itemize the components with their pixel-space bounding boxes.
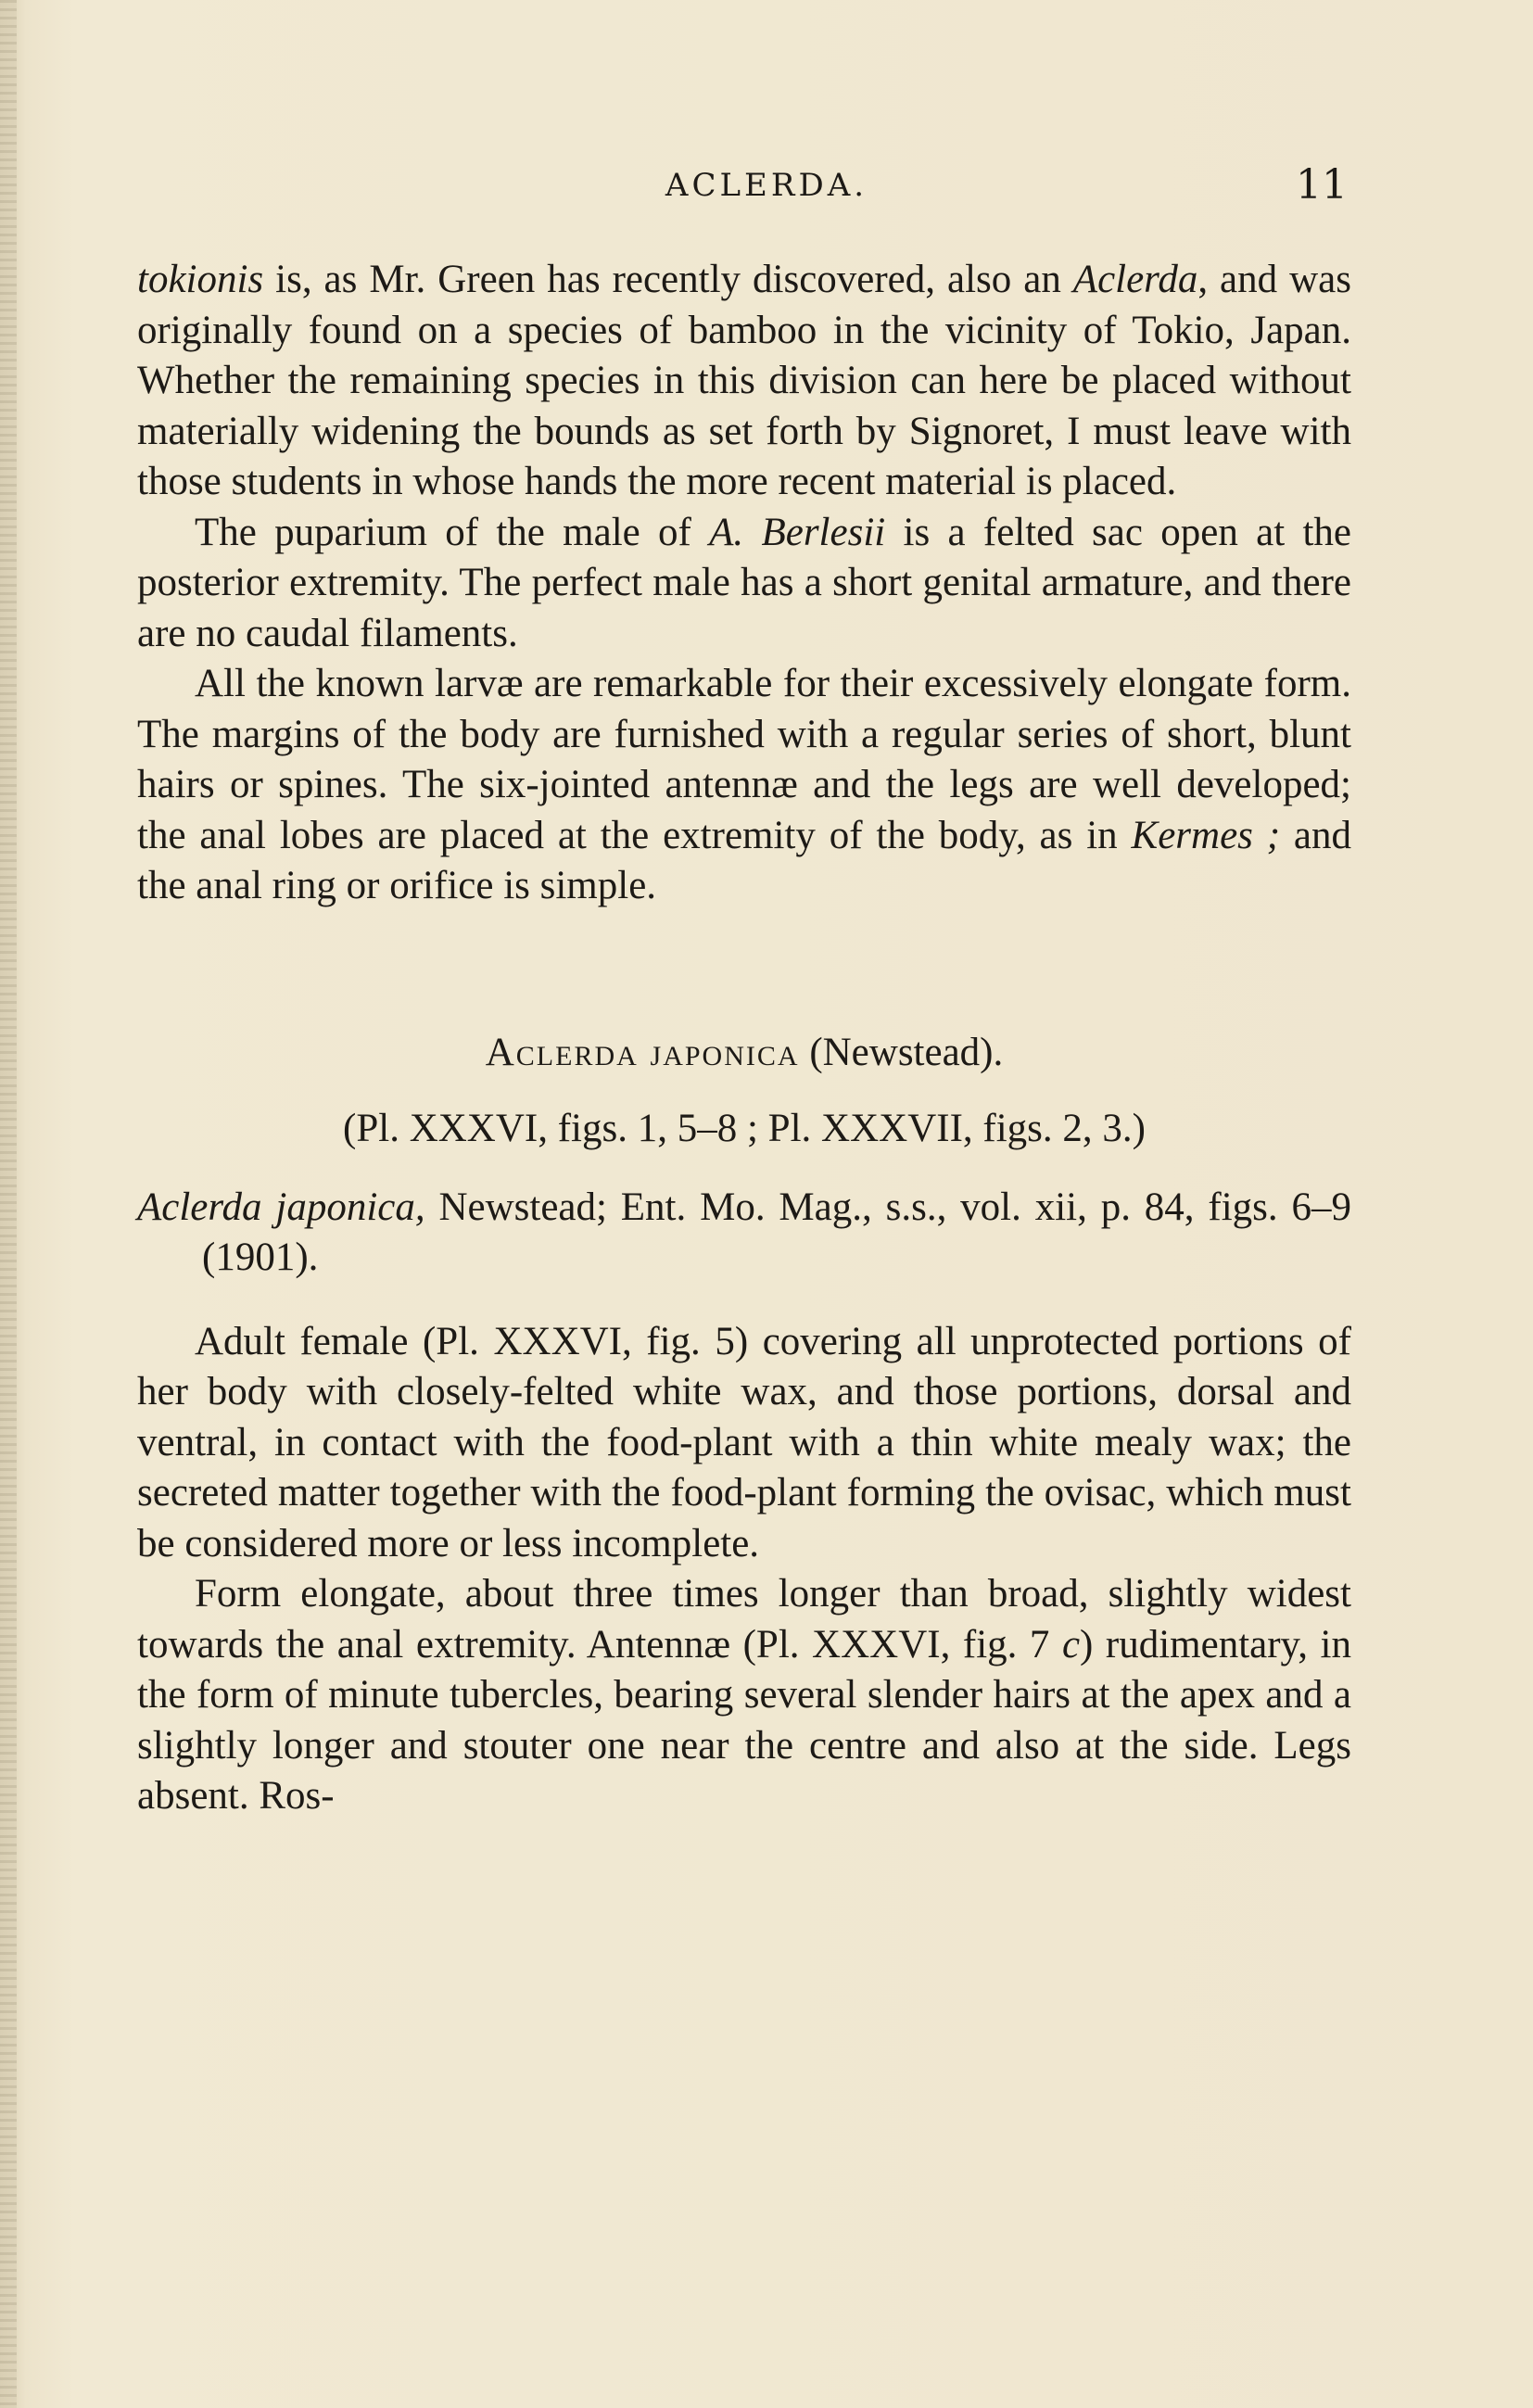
paragraph-text: Form elongate, about three times longer than broad, slightly widest towards the anal extremity. Antennæ (Pl. XXXVI, fig. 7 bbox=[137, 1572, 1351, 1667]
paragraph-adult-female: Adult female (Pl. XXXVI, fig. 5) covering all unprotected portions of her body with closely-felted white wax, and those portions, dorsal and ventral, in contact with the food-plant with a thin white mealy wax; the secreted matter together with the food-plant forming the ovisac, which must be considered more or less incomplete. bbox=[137, 1319, 1351, 1565]
italic-species-name: tokionis bbox=[137, 258, 264, 301]
italic-genus-name: Kermes ; bbox=[1131, 813, 1281, 857]
species-heading-author: (Newstead). bbox=[799, 1030, 1004, 1074]
paragraph-text: All the known larvæ are remarkable for their excessively elongate form. The margins of the body are furnished with a regular series of short, blunt hairs or spines. The six-jointed antennæ and the legs are well developed; the anal lobes are placed at the extremity of the body, as in bbox=[137, 662, 1351, 857]
paragraph-larvae bbox=[137, 659, 1351, 912]
paragraph-text: ) rudimentary, in the form of minute tubercles, bearing several slender hairs at the apex and a slightly longer and stouter one near the centre and also at the side. Legs absent. Ros- bbox=[137, 1622, 1351, 1818]
page-header bbox=[0, 161, 1533, 211]
italic-species-name: A. Berlesii bbox=[709, 510, 886, 554]
paragraph-text: is a felted sac open at the posterior extremity. The perfect male has a short genital armature, and there are no caudal filaments. bbox=[137, 510, 1351, 655]
citation-text: Newstead; Ent. Mo. Mag., s.s., vol. xii, p. 84, figs. 6–9 (1901). bbox=[202, 1185, 1351, 1279]
paragraph-text: is, as Mr. Green has recently discovered, also an bbox=[263, 258, 1073, 301]
paragraph-puparium bbox=[137, 508, 1351, 660]
paragraph-form bbox=[137, 1569, 1351, 1822]
body-text bbox=[137, 255, 1351, 1822]
paragraph-text: , and was originally found on a species of bamboo in the vicinity of Tokio, Japan. Whether the remaining species in this division can here be placed without materially widening the bounds as set forth by Signoret, I must leave with those students in whose hands the more recent material is placed. bbox=[137, 258, 1351, 503]
italic-letter: c bbox=[1061, 1622, 1081, 1667]
species-heading bbox=[137, 1028, 1351, 1079]
paragraph-text: and the anal ring or orifice is simple. bbox=[137, 813, 1351, 907]
italic-genus-name: Aclerda bbox=[1072, 258, 1198, 301]
species-heading-name: Aclerda japonica bbox=[485, 1030, 800, 1074]
page-binding-edge bbox=[0, 0, 17, 2408]
citation bbox=[137, 1183, 1351, 1284]
italic-species-name: Aclerda japonica, bbox=[137, 1185, 425, 1229]
running-head: ACLERDA. bbox=[665, 167, 868, 204]
plate-references: (Pl. XXXVI, figs. 1, 5–8 ; Pl. XXXVII, figs. 2, 3.) bbox=[343, 1107, 1146, 1150]
paragraph-continuation bbox=[137, 255, 1351, 508]
paragraph-text: The puparium of the male of bbox=[195, 510, 710, 554]
page-number: 11 bbox=[1296, 161, 1348, 209]
